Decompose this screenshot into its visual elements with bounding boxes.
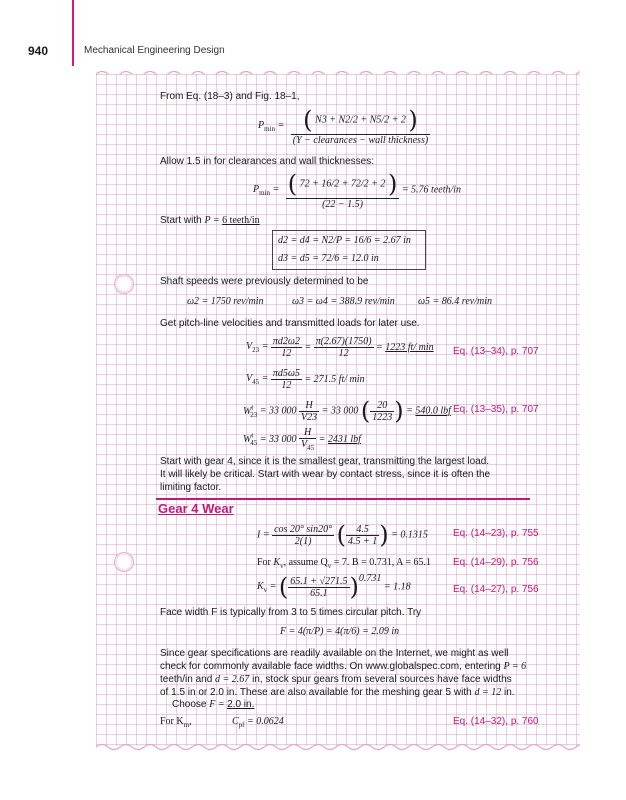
equation-wt45: $W^t_{45} = 33$ 000 $\frac{H}{V_{45}}$ = 2431 lbf <box>243 427 361 452</box>
equation-wt23: $W^t_{23} = 33$ 000 $\frac{H}{V23}$ = 33 000 ( $\frac{20}{1223}$ ) = 540.0 lbf <box>243 397 451 425</box>
omega-5: ω5 = 86.4 rev/min <box>418 296 492 307</box>
line-kv-assume: For $K_v$, assume $Q_v = 7$. B = 0.731, A = 65.1 <box>257 557 431 570</box>
line-intro: From Eq. (18–3) and Fig. 18–1, <box>160 91 300 102</box>
section-rule <box>156 498 530 500</box>
paper-bottom-edge <box>96 742 580 752</box>
para-line-1: Start with gear 4, since it is the smallest gear, transmitting the largest load. <box>160 456 490 467</box>
omega-3-4: ω3 = ω4 = 388.9 rev/min <box>292 296 395 307</box>
binder-hole <box>114 274 134 294</box>
box-line-1: d2 = d4 = N2/P = 16/6 = 2.67 in <box>278 235 411 246</box>
para2-line-5: Choose F = 2.0 in. <box>172 699 255 710</box>
section-heading: Gear 4 Wear <box>158 501 234 516</box>
para-line-2: It will likely be critical. Start with wear by contact stress, since it is often the <box>160 469 491 480</box>
box-line-2: d3 = d5 = 72/6 = 12.0 in <box>278 253 379 264</box>
equation-pmin-numeric: $P_{min}$ = $\frac{( 72 + 16/2 + 72/2 + 2 )}{(22 - 1.5)}$ = 5.76 teeth/in <box>253 170 462 210</box>
para-line-3: limiting factor. <box>160 482 222 493</box>
line-allow: Allow 1.5 in for clearances and wall thicknesses: <box>160 156 374 167</box>
para2-line-1: Since gear specifications are readily available on the Internet, we might as well <box>160 648 509 659</box>
ref-eq-14-32: Eq. (14–32), p. 760 <box>453 716 539 727</box>
para2-line-4: of 1.5 in or 2.0 in. These are also available for the meshing gear 5 with d = 12 in. <box>160 687 515 698</box>
equation-pmin: $P_{min}$ = $\frac{( N3 + N2/2 + N5/2 + 2 )}{\text{(Y − clearances − wall thickness)}}$ <box>258 106 429 146</box>
equation-cpf: $C_{pf} = 0.0624$ <box>232 716 284 729</box>
line-face-width: Face width F is typically from 3 to 5 times circular pitch. Try <box>160 607 422 618</box>
ref-eq-13-35: Eq. (13–35), p. 707 <box>453 404 539 415</box>
para2-line-2: check for commonly available face widths. On www.globalspec.com, entering P = 6 <box>160 661 527 672</box>
equation-F: F = 4(π/P) = 4(π/6) = 2.09 in <box>280 626 400 637</box>
ref-eq-13-34: Eq. (13–34), p. 707 <box>453 346 539 357</box>
omega-2: ω2 = 1750 rev/min <box>187 296 264 307</box>
equation-kv: $K_v$ = ( $\frac{65.1 + √271.5}{65.1}$ )$^{0.731}$ = 1.18 <box>257 573 411 601</box>
ref-eq-14-23: Eq. (14–23), p. 755 <box>453 528 539 539</box>
para2-line-3: teeth/in and d = 2.67 in, stock spur gears from several sources have face widths <box>160 674 512 685</box>
binder-hole <box>114 552 134 572</box>
header-rule <box>72 0 74 66</box>
equation-I: I = $\frac{\cos 20^\circ \sin 20^\circ}{2(1)}$ ( $\frac{4.5}{4.5 + 1}$ ) = 0.1315 <box>257 521 428 549</box>
line-shaft-speeds: Shaft speeds were previously determined to be <box>160 276 369 287</box>
line-km: For $K_m$, <box>160 716 192 729</box>
line-start: Start with P = 6 teeth/in <box>160 215 260 226</box>
ref-eq-14-29: Eq. (14–29), p. 756 <box>453 557 539 568</box>
line-velocities: Get pitch-line velocities and transmitted loads for later use. <box>160 318 420 329</box>
equation-v45: $V_{45}$ = $\frac{\pi d5\omega 5}{12}$ = 271.5 ft/ min <box>246 368 365 391</box>
ref-eq-14-27: Eq. (14–27), p. 756 <box>453 584 539 595</box>
book-title: Mechanical Engineering Design <box>84 45 225 56</box>
equation-v23: $V_{23}$ = $\frac{\pi d2\omega 2}{12}$ = $\frac{\pi(2.67)(1750)}{12}$ = 1223 ft/ min <box>246 336 434 359</box>
page-number: 940 <box>28 44 49 58</box>
